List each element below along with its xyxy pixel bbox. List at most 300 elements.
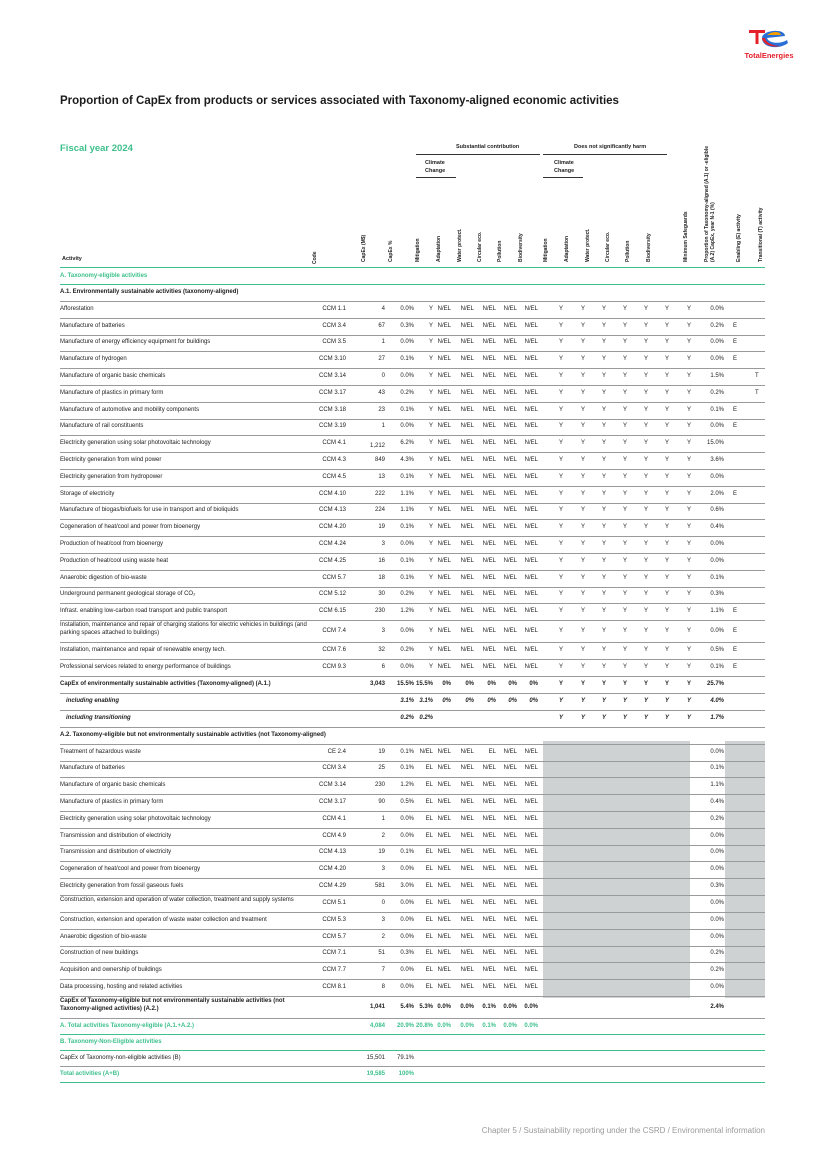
dnsh-cell: Y	[558, 714, 563, 721]
dnsh-cell: Y	[664, 389, 669, 396]
capex-pct-cell: 3.0%	[400, 883, 414, 890]
sc-cell: N/EL	[524, 883, 538, 890]
sc-cell: N/EL	[460, 574, 474, 581]
capex-pct-cell: 1.1%	[400, 490, 414, 497]
sc-cell: N/EL	[437, 933, 451, 940]
dnsh-cell: Y	[601, 608, 606, 615]
sc-cell: N/EL	[437, 457, 451, 464]
sc-cell: N/EL	[482, 950, 496, 957]
activity-name: including enabling	[66, 697, 119, 704]
table-row	[60, 351, 765, 369]
code-cell: CCM 3.17	[318, 389, 346, 396]
sc-cell: 0.0%	[460, 1022, 474, 1029]
dnsh-cell: Y	[622, 473, 627, 480]
sc-cell: 0%	[508, 697, 517, 704]
capex-cell: 16	[378, 557, 385, 564]
table-row	[60, 710, 765, 728]
sc-cell: N/EL	[437, 782, 451, 789]
dnsh-cell: Y	[664, 680, 669, 687]
dnsh-cell: Y	[643, 457, 648, 464]
header-proportion: Proportion of Taxonomy-aligned (A.1) or -eligible (A.2) CapEx, year N-1 (%)	[704, 145, 716, 262]
capex-pct-cell: 0.0%	[400, 832, 414, 839]
dnsh-cell: Y	[622, 524, 627, 531]
sc-cell: N/EL	[503, 748, 517, 755]
sc-cell: N/EL	[503, 782, 517, 789]
sc-cell: N/EL	[524, 557, 538, 564]
dnsh-cell: Y	[601, 373, 606, 380]
activity-name: Manufacture of biogas/biofuels for use in transport and of bioliquids	[60, 507, 239, 514]
table-row	[60, 1018, 765, 1035]
header-sc-biodiversity: Biodiversity	[518, 233, 524, 262]
enabling-cell: E	[733, 490, 738, 497]
header-activity: Activity	[62, 256, 82, 262]
sc-cell: N/EL	[524, 356, 538, 363]
capex-pct-cell: 0.2%	[400, 591, 414, 598]
sc-cell: N/EL	[460, 799, 474, 806]
dnsh-cell: Y	[601, 557, 606, 564]
dnsh-cell: Y	[558, 557, 563, 564]
sc-cell: N/EL	[503, 457, 517, 464]
safeguards-cell: Y	[686, 714, 691, 721]
capex-cell: 15,501	[366, 1054, 385, 1061]
proportion-cell: 1.1%	[710, 782, 724, 789]
dnsh-cell: Y	[558, 389, 563, 396]
activity-name: Production of heat/cool using waste heat	[60, 557, 169, 564]
dnsh-cell: Y	[580, 524, 585, 531]
table-row	[60, 402, 765, 420]
table-row	[60, 419, 765, 437]
dnsh-cell: Y	[601, 627, 606, 634]
sc-cell: 0.0%	[437, 1022, 451, 1029]
proportion-cell: 0.0%	[710, 339, 724, 346]
dnsh-cell: Y	[580, 322, 585, 329]
dnsh-cell: Y	[664, 473, 669, 480]
dnsh-cell: Y	[664, 627, 669, 634]
code-cell: CCM 4.25	[318, 557, 346, 564]
safeguards-cell: Y	[686, 339, 691, 346]
capex-pct-cell: 1.1%	[400, 507, 414, 514]
capex-pct-cell: 0.1%	[400, 406, 414, 413]
code-cell: CCM 3.14	[318, 373, 346, 380]
dnsh-cell: Y	[558, 591, 563, 598]
sc-cell: EL	[488, 748, 496, 755]
brand-name: TotalEnergies	[744, 51, 794, 60]
sc-cell: 20.8%	[415, 1022, 433, 1029]
activity-name: Electricity generation from fossil gaseous fuels	[60, 883, 184, 890]
proportion-cell: 0.6%	[710, 507, 724, 514]
sc-cell: EL	[425, 866, 433, 873]
sc-cell: 0.0%	[503, 1022, 517, 1029]
sc-cell: N/EL	[524, 647, 538, 654]
code-cell: CCM 3.19	[318, 423, 346, 430]
sc-cell: N/EL	[524, 950, 538, 957]
sc-cell: N/EL	[503, 950, 517, 957]
sc-cell: N/EL	[460, 507, 474, 514]
header-dnsh-pollution: Pollution	[625, 240, 631, 262]
sc-cell: N/EL	[482, 832, 496, 839]
table-row	[60, 469, 765, 487]
table-row	[60, 587, 765, 605]
sc-cell: N/EL	[437, 984, 451, 991]
activity-name: Underground permanent geological storage of CO₂	[60, 591, 196, 598]
sc-cell: N/EL	[524, 608, 538, 615]
capex-cell: 19	[378, 524, 385, 531]
sc-cell: EL	[425, 832, 433, 839]
safeguards-cell: Y	[686, 627, 691, 634]
table-row	[60, 620, 765, 643]
capex-pct-cell: 0.0%	[400, 815, 414, 822]
table-row	[60, 946, 765, 964]
sc-cell: N/EL	[524, 748, 538, 755]
code-cell: CCM 5.1	[322, 900, 346, 906]
table-row	[60, 452, 765, 470]
activity-name: Anaerobic digestion of bio-waste	[60, 574, 147, 581]
sc-cell: N/EL	[460, 782, 474, 789]
safeguards-cell: Y	[686, 680, 691, 687]
sc-cell: N/EL	[482, 557, 496, 564]
enabling-cell: E	[733, 339, 738, 346]
proportion-cell: 2.4%	[710, 1003, 724, 1010]
sc-cell: N/EL	[437, 799, 451, 806]
sc-cell: N/EL	[437, 883, 451, 890]
capex-pct-cell: 1.2%	[400, 608, 414, 615]
safeguards-cell: Y	[686, 373, 691, 380]
sc-cell: Y	[428, 389, 433, 396]
sc-cell: N/EL	[460, 356, 474, 363]
capex-cell: 32	[378, 647, 385, 654]
dnsh-cell: Y	[643, 714, 648, 721]
sc-cell: N/EL	[460, 627, 474, 634]
capex-pct-cell: 0.1%	[400, 849, 414, 856]
table-row	[60, 318, 765, 336]
code-cell: CCM 4.29	[318, 883, 346, 890]
code-cell: CCM 5.12	[318, 591, 346, 598]
table-row	[60, 693, 765, 711]
sc-cell: 0.0%	[437, 1003, 451, 1010]
sc-cell: N/EL	[524, 406, 538, 413]
safeguards-cell: Y	[686, 524, 691, 531]
code-cell: CE 2.4	[327, 748, 346, 755]
dnsh-cell: Y	[580, 440, 585, 447]
capex-cell: 6	[381, 663, 385, 670]
sc-cell: N/EL	[524, 799, 538, 806]
sc-cell: N/EL	[503, 339, 517, 346]
sc-cell: N/EL	[460, 591, 474, 598]
capex-cell: 2	[381, 933, 385, 940]
table-row	[60, 486, 765, 504]
code-cell: CCM 4.1	[322, 815, 346, 822]
proportion-cell: 3.6%	[710, 457, 724, 464]
sc-cell: N/EL	[460, 524, 474, 531]
activity-name: Afforestation	[60, 305, 94, 312]
activity-name: Manufacture of plastics in primary form	[60, 389, 164, 396]
sc-cell: N/EL	[524, 627, 538, 634]
safeguards-cell: Y	[686, 507, 691, 514]
enabling-cell: E	[733, 627, 738, 634]
proportion-cell: 0.0%	[710, 748, 724, 755]
dnsh-cell: Y	[558, 541, 563, 548]
proportion-cell: 0.1%	[710, 663, 724, 670]
sc-cell: N/EL	[460, 849, 474, 856]
capex-cell: 230	[374, 782, 385, 789]
code-cell: CCM 3.17	[318, 799, 346, 806]
table-row	[60, 744, 765, 762]
table-row	[60, 912, 765, 930]
sc-cell: N/EL	[503, 815, 517, 822]
sc-cell: N/EL	[524, 765, 538, 772]
dnsh-cell: Y	[643, 356, 648, 363]
sc-cell: N/EL	[460, 608, 474, 615]
sc-cell: N/EL	[524, 967, 538, 974]
sc-cell: Y	[428, 647, 433, 654]
sc-cell: N/EL	[503, 373, 517, 380]
table-row	[60, 553, 765, 571]
sc-cell: N/EL	[503, 647, 517, 654]
sc-cell: N/EL	[503, 423, 517, 430]
sc-cell: N/EL	[524, 373, 538, 380]
capex-cell: 224	[374, 507, 385, 514]
capex-cell: 90	[378, 799, 385, 806]
sc-cell: 0.1%	[482, 1003, 496, 1010]
sc-cell: 5.3%	[419, 1003, 433, 1010]
sc-cell: N/EL	[482, 406, 496, 413]
proportion-cell: 0.0%	[710, 305, 724, 312]
capex-pct-cell: 0.3%	[400, 322, 414, 329]
dnsh-cell: Y	[622, 322, 627, 329]
proportion-cell: 0.5%	[710, 647, 724, 654]
dnsh-cell: Y	[622, 423, 627, 430]
enabling-cell: E	[733, 663, 738, 670]
sc-cell: EL	[425, 815, 433, 822]
sc-cell: N/EL	[437, 765, 451, 772]
capex-cell: 19,585	[366, 1070, 385, 1077]
sc-cell: N/EL	[503, 849, 517, 856]
proportion-cell: 0.2%	[710, 389, 724, 396]
table-row	[60, 570, 765, 588]
sc-cell: N/EL	[437, 473, 451, 480]
sc-cell: N/EL	[437, 339, 451, 346]
table-row	[60, 845, 765, 863]
capex-pct-cell: 0.5%	[400, 799, 414, 806]
safeguards-cell: Y	[686, 389, 691, 396]
proportion-cell: 0.2%	[710, 815, 724, 822]
sc-cell: N/EL	[482, 373, 496, 380]
dnsh-cell: Y	[601, 473, 606, 480]
table-row	[60, 1034, 765, 1051]
code-cell: CCM 4.13	[318, 507, 346, 514]
sc-cell: N/EL	[460, 916, 474, 923]
sc-cell: N/EL	[503, 507, 517, 514]
sc-cell: EL	[425, 883, 433, 890]
dnsh-cell: Y	[558, 356, 563, 363]
table-row	[60, 284, 765, 302]
code-cell: CCM 4.1	[322, 440, 346, 447]
table-row	[60, 503, 765, 521]
capex-pct-cell: 0.1%	[400, 557, 414, 564]
capex-pct-cell: 15.5%	[396, 680, 414, 687]
sc-cell: EL	[425, 849, 433, 856]
sc-cell: N/EL	[503, 591, 517, 598]
sc-cell: N/EL	[437, 647, 451, 654]
proportion-cell: 0.0%	[710, 832, 724, 839]
dnsh-cell: Y	[643, 490, 648, 497]
sc-cell: Y	[428, 541, 433, 548]
dnsh-cell: Y	[558, 322, 563, 329]
code-cell: CCM 4.5	[322, 473, 346, 480]
sc-cell: 0%	[442, 697, 451, 704]
table-row	[60, 929, 765, 947]
sc-cell: N/EL	[482, 849, 496, 856]
activity-name: Cogeneration of heat/cool and power from bioenergy	[60, 524, 201, 531]
sc-cell: N/EL	[482, 815, 496, 822]
capex-cell: 67	[378, 322, 385, 329]
proportion-cell: 0.0%	[710, 984, 724, 991]
sc-cell: N/EL	[524, 916, 538, 923]
dnsh-cell: Y	[558, 680, 563, 687]
proportion-cell: 0.0%	[710, 557, 724, 564]
sc-cell: Y	[428, 507, 433, 514]
sc-cell: N/EL	[482, 883, 496, 890]
capex-pct-cell: 0.0%	[400, 423, 414, 430]
activity-name: Transmission and distribution of electricity	[60, 832, 172, 839]
activity-name: Manufacture of batteries	[60, 765, 125, 772]
dnsh-cell: Y	[622, 389, 627, 396]
table-row	[60, 962, 765, 980]
dnsh-cell: Y	[664, 490, 669, 497]
dnsh-cell: Y	[580, 389, 585, 396]
proportion-cell: 0.4%	[710, 524, 724, 531]
dnsh-cell: Y	[622, 457, 627, 464]
activity-name: Professional services related to energy performance of buildings	[60, 663, 231, 670]
dnsh-cell: Y	[601, 697, 606, 704]
sc-cell: N/EL	[482, 473, 496, 480]
capex-pct-cell: 0.3%	[400, 950, 414, 957]
sc-cell: N/EL	[437, 440, 451, 447]
enabling-cell: E	[733, 647, 738, 654]
capex-cell: 51	[378, 950, 385, 957]
header-sc-circular: Circular eco.	[477, 231, 483, 262]
activity-name: Manufacture of batteries	[60, 322, 125, 329]
sc-cell: N/EL	[437, 748, 451, 755]
sc-cell: N/EL	[482, 440, 496, 447]
capex-cell: 4	[381, 305, 385, 312]
dnsh-cell: Y	[580, 457, 585, 464]
dnsh-cell: Y	[643, 647, 648, 654]
sc-cell: N/EL	[460, 815, 474, 822]
capex-cell: 3,043	[369, 680, 385, 687]
dnsh-cell: Y	[622, 663, 627, 670]
sc-cell: N/EL	[482, 524, 496, 531]
activity-name: CapEx of environmentally sustainable activities (Taxonomy-aligned) (A.1.)	[60, 680, 271, 687]
header-dnsh-mitigation: Mitigation	[543, 238, 549, 262]
dnsh-cell: Y	[622, 627, 627, 634]
sc-cell: N/EL	[503, 967, 517, 974]
sc-cell: N/EL	[437, 916, 451, 923]
capex-cell: 7	[381, 967, 385, 974]
proportion-cell: 0.0%	[710, 627, 724, 634]
sc-cell: EL	[425, 916, 433, 923]
page-footer: Chapter 5 / Sustainability reporting under the CSRD / Environmental information	[481, 1126, 765, 1135]
header-dnsh-circular: Circular eco.	[605, 231, 611, 262]
sc-cell: Y	[428, 608, 433, 615]
dnsh-cell: Y	[580, 356, 585, 363]
capex-pct-cell: 0.0%	[400, 627, 414, 634]
dnsh-cell: Y	[643, 389, 648, 396]
sc-cell: 0%	[442, 680, 451, 687]
activity-name: Construction, extension and operation of waste water collection and treatment	[60, 916, 267, 923]
sc-cell: N/EL	[482, 916, 496, 923]
enabling-cell: E	[733, 608, 738, 615]
sc-cell: N/EL	[524, 440, 538, 447]
sc-cell: N/EL	[437, 663, 451, 670]
sc-cell: EL	[425, 933, 433, 940]
dnsh-cell: Y	[664, 356, 669, 363]
sc-cell: Y	[428, 440, 433, 447]
dnsh-cell: Y	[580, 507, 585, 514]
safeguards-cell: Y	[686, 473, 691, 480]
sc-cell: 15.5%	[415, 680, 433, 687]
code-cell: CCM 6.15	[318, 608, 346, 615]
sc-cell: N/EL	[482, 574, 496, 581]
sc-cell: N/EL	[503, 389, 517, 396]
capex-pct-cell: 6.2%	[400, 440, 414, 447]
dnsh-cell: Y	[601, 574, 606, 581]
dnsh-cell: Y	[643, 697, 648, 704]
code-cell: CCM 4.24	[318, 541, 346, 548]
dnsh-cell: Y	[622, 406, 627, 413]
dnsh-cell: Y	[558, 490, 563, 497]
sc-cell: N/EL	[460, 322, 474, 329]
capex-pct-cell: 0.0%	[400, 900, 414, 906]
proportion-cell: 1.5%	[710, 373, 724, 380]
activity-name: A. Total activities Taxonomy-eligible (A.1.+A.2.)	[60, 1022, 194, 1029]
capex-pct-cell: 0.0%	[400, 541, 414, 548]
sc-cell: N/EL	[460, 832, 474, 839]
capex-pct-cell: 0.1%	[400, 524, 414, 531]
dnsh-cell: Y	[643, 608, 648, 615]
dnsh-cell: Y	[622, 490, 627, 497]
dnsh-cell: Y	[580, 608, 585, 615]
sc-cell: N/EL	[482, 900, 496, 906]
section-label: B. Taxonomy-Non-Eligible activities	[60, 1038, 162, 1045]
dnsh-cell: Y	[601, 647, 606, 654]
sc-cell: N/EL	[437, 373, 451, 380]
table-row	[60, 761, 765, 779]
activity-name: CapEx of Taxonomy-non-eligible activities (B)	[60, 1054, 181, 1061]
sc-cell: N/EL	[524, 933, 538, 940]
sc-cell: N/EL	[503, 627, 517, 634]
sc-cell: Y	[428, 423, 433, 430]
dnsh-cell: Y	[601, 389, 606, 396]
sc-cell: N/EL	[482, 984, 496, 991]
code-cell: CCM 9.3	[322, 663, 346, 670]
proportion-cell: 0.0%	[710, 541, 724, 548]
proportion-cell: 0.0%	[710, 866, 724, 873]
sc-cell: N/EL	[503, 799, 517, 806]
capex-pct-cell: 79.1%	[396, 1054, 414, 1061]
code-cell: CCM 1.1	[322, 305, 346, 312]
sc-cell: N/EL	[524, 900, 538, 906]
capex-cell: 30	[378, 591, 385, 598]
dnsh-cell: Y	[601, 663, 606, 670]
enabling-cell: E	[733, 356, 738, 363]
dnsh-cell: Y	[643, 680, 648, 687]
capex-pct-cell: 0.1%	[400, 748, 414, 755]
sc-cell: 0.1%	[482, 1022, 496, 1029]
dnsh-cell: Y	[643, 541, 648, 548]
dnsh-cell: Y	[558, 627, 563, 634]
dnsh-cell: Y	[558, 305, 563, 312]
